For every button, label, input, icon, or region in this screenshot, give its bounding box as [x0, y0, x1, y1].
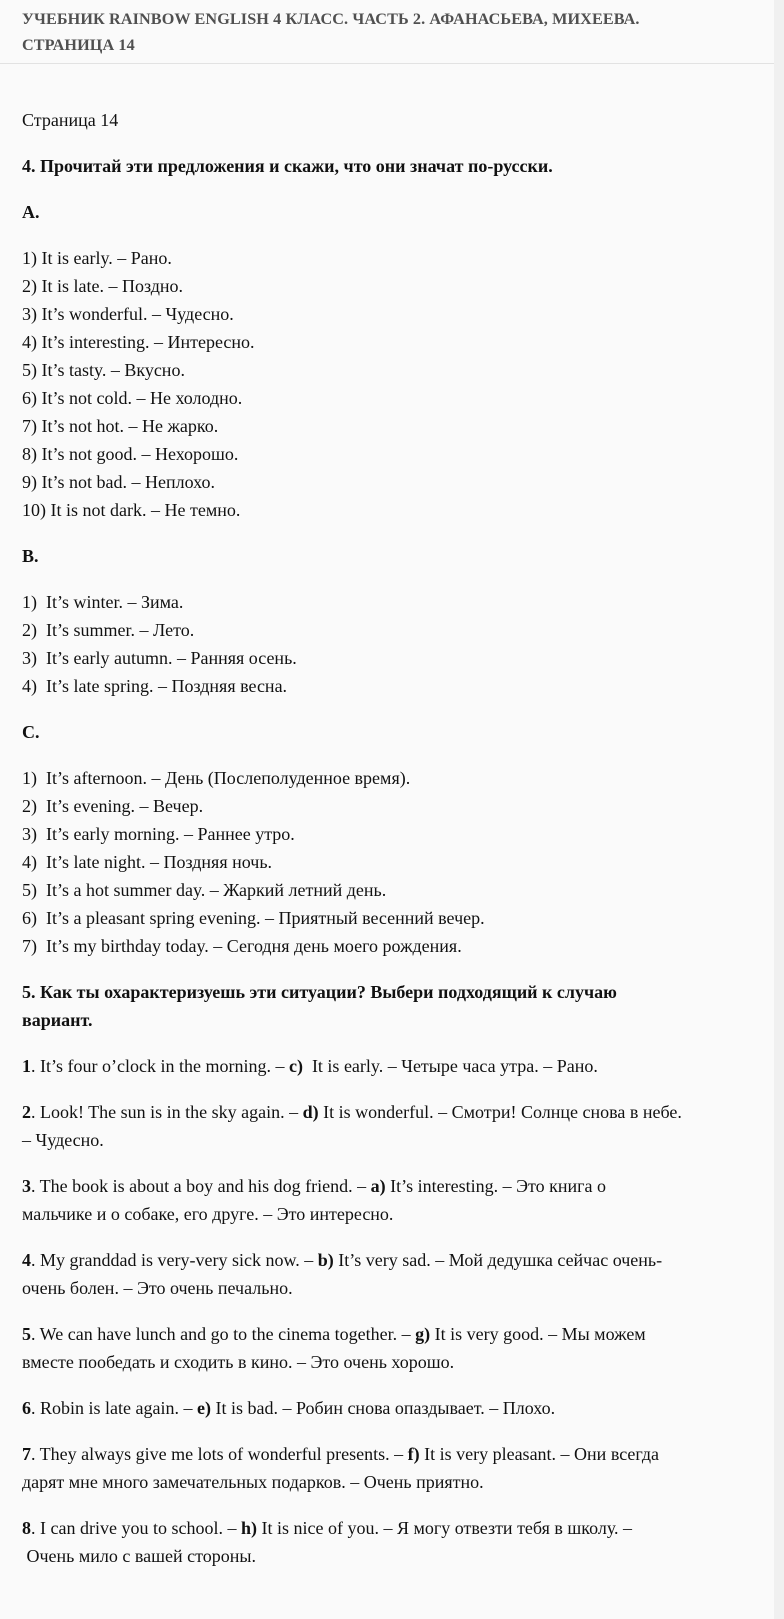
item-sentence: . Look! The sun is in the sky again. – [31, 1102, 303, 1122]
page-label: Страница 14 [22, 110, 119, 130]
list-item: 5) It’s a hot summer day. – Жаркий летний день. [22, 880, 387, 900]
item-choice: b) [317, 1250, 334, 1270]
scrollbar[interactable] [774, 0, 784, 1619]
item-answer: It is wonderful. – Смотри! Солнце снова в небе. [318, 1102, 682, 1122]
task5-item-line-1 [22, 1098, 752, 1126]
task5-item [22, 1246, 752, 1302]
item-answer: It is very good. – Мы можем [430, 1324, 646, 1344]
item-answer: It is nice of you. – Я могу отвезти тебя в школу. – [256, 1518, 633, 1538]
list-item: 2) It’s summer. – Лето. [22, 620, 195, 640]
item-answer: It is early. – Четыре часа утра. – Рано. [302, 1056, 598, 1076]
task5-item [22, 1052, 752, 1080]
item-number: 5 [22, 1324, 31, 1344]
task5-item [22, 1514, 752, 1570]
item-choice: c) [288, 1056, 303, 1076]
item-choice: f) [407, 1444, 420, 1464]
task5-item [22, 1394, 752, 1422]
list-item: 2) It’s evening. – Вечер. [22, 796, 204, 816]
task5-item-line-1 [22, 1172, 752, 1200]
item-answer: It is very pleasant. – Они всегда [419, 1444, 660, 1464]
list-item: 4) It’s late spring. – Поздняя весна. [22, 676, 288, 696]
item-sentence: . It’s four o’clock in the morning. – [31, 1056, 289, 1076]
list-item: 3) It’s early morning. – Раннее утро. [22, 824, 295, 844]
task5-item-line-2: вместе пообедать и сходить в кино. – Это очень хорошо. [22, 1352, 455, 1372]
section-c-label: C. [22, 722, 40, 742]
list-item: 9) It’s not bad. – Неплохо. [22, 472, 215, 492]
task4-heading: 4. Прочитай эти предложения и скажи, что они значат по-русски. [22, 156, 553, 176]
list-item: 4) It’s interesting. – Интересно. [22, 332, 255, 352]
list-item: 3) It’s early autumn. – Ранняя осень. [22, 648, 297, 668]
task5-item [22, 1172, 752, 1228]
item-choice: h) [240, 1518, 257, 1538]
task5-heading-line-1: 5. Как ты охарактеризуешь эти ситуации? Выбери подходящий к случаю [22, 982, 617, 1002]
task5-item [22, 1440, 752, 1496]
item-number: 6 [22, 1398, 31, 1418]
section-b-list [22, 588, 752, 700]
list-item: 7) It’s not hot. – Не жарко. [22, 416, 219, 436]
section-c-list [22, 764, 752, 960]
item-sentence: . We can have lunch and go to the cinema together. – [31, 1324, 416, 1344]
task5-item-line-2: – Чудесно. [22, 1130, 104, 1150]
list-item: 6) It’s a pleasant spring evening. – Приятный весенний вечер. [22, 908, 485, 928]
task5-item-line-1 [22, 1514, 752, 1542]
item-number: 4 [22, 1250, 31, 1270]
task5-item-line-1 [22, 1440, 752, 1468]
item-number: 7 [22, 1444, 31, 1464]
list-item: 1) It’s winter. – Зима. [22, 592, 184, 612]
task5-heading [22, 978, 752, 1034]
item-sentence: . Robin is late again. – [31, 1398, 197, 1418]
item-choice: d) [302, 1102, 319, 1122]
list-item: 5) It’s tasty. – Вкусно. [22, 360, 185, 380]
task5-item-line-2: Очень мило с вашей стороны. [22, 1546, 256, 1566]
task5-item [22, 1098, 752, 1154]
list-item: 1) It is early. – Рано. [22, 248, 172, 268]
list-item: 3) It’s wonderful. – Чудесно. [22, 304, 234, 324]
item-choice: g) [415, 1324, 431, 1344]
item-answer: It’s very sad. – Мой дедушка сейчас очень- [333, 1250, 663, 1270]
header-title-line-1: УЧЕБНИК RAINBOW ENGLISH 4 КЛАСС. ЧАСТЬ 2. АФАНАСЬЕВА, МИХЕЕВА. [22, 10, 640, 28]
article-content [0, 64, 774, 1570]
item-number: 2 [22, 1102, 31, 1122]
section-b-label: B. [22, 546, 39, 566]
task5-item-line-2: очень болен. – Это очень печально. [22, 1278, 293, 1298]
item-sentence: . The book is about a boy and his dog friend. – [31, 1176, 371, 1196]
task5-item-line-1 [22, 1052, 752, 1080]
list-item: 6) It’s not cold. – Не холодно. [22, 388, 243, 408]
header-title-line-2: СТРАНИЦА 14 [22, 36, 135, 54]
item-sentence: . I can drive you to school. – [31, 1518, 241, 1538]
item-sentence: . They always give me lots of wonderful presents. – [31, 1444, 408, 1464]
task5-item [22, 1320, 752, 1376]
item-number: 1 [22, 1056, 31, 1076]
task5-item-line-1 [22, 1246, 752, 1274]
task5-item-line-2: дарят мне много замечательных подарков. – Очень приятно. [22, 1472, 484, 1492]
list-item: 4) It’s late night. – Поздняя ночь. [22, 852, 273, 872]
list-item: 7) It’s my birthday today. – Сегодня день моего рождения. [22, 936, 462, 956]
list-item: 8) It’s not good. – Нехорошо. [22, 444, 239, 464]
item-number: 3 [22, 1176, 31, 1196]
page-header [0, 0, 774, 64]
list-item: 10) It is not dark. – Не темно. [22, 500, 241, 520]
item-choice: a) [370, 1176, 386, 1196]
list-item: 1) It’s afternoon. – День (Послеполуденное время). [22, 768, 411, 788]
item-answer: It’s interesting. – Это книга о [385, 1176, 607, 1196]
section-a-list [22, 244, 752, 524]
item-sentence: . My granddad is very-very sick now. – [31, 1250, 318, 1270]
section-a-label: A. [22, 202, 40, 222]
task5-item-line-1 [22, 1394, 752, 1422]
item-number: 8 [22, 1518, 31, 1538]
list-item: 2) It is late. – Поздно. [22, 276, 184, 296]
item-answer: It is bad. – Робин снова опаздывает. – Плохо. [210, 1398, 556, 1418]
item-choice: e) [196, 1398, 211, 1418]
task5-heading-line-2: вариант. [22, 1010, 93, 1030]
task5-item-line-2: мальчике и о собаке, его друге. – Это интересно. [22, 1204, 394, 1224]
task5-item-line-1 [22, 1320, 752, 1348]
